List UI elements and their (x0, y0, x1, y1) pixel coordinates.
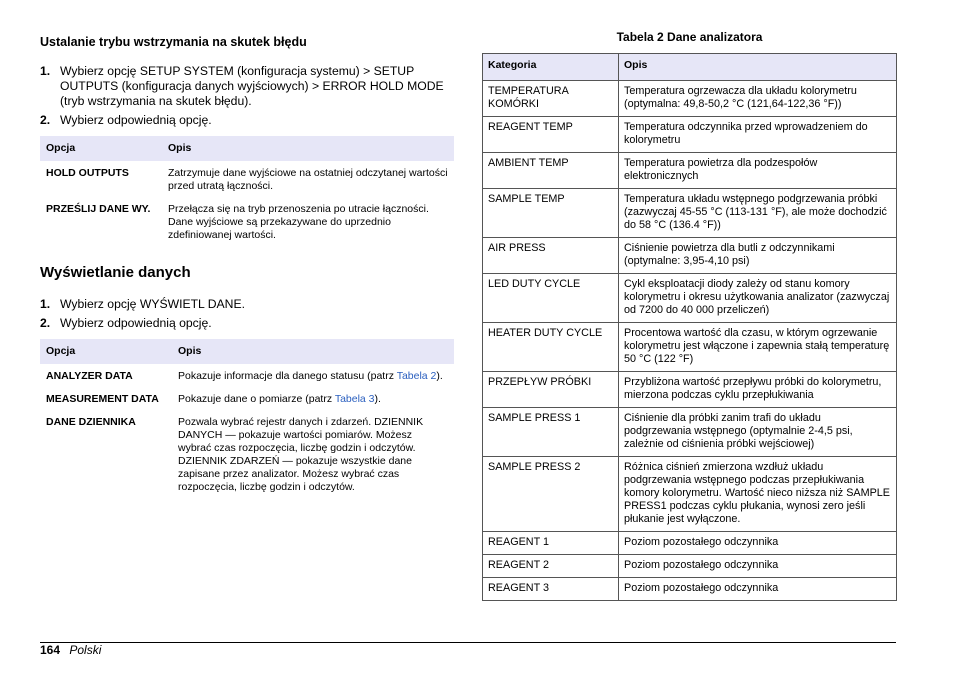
column-header-category: Kategoria (483, 54, 619, 81)
table-row (483, 555, 897, 578)
table-row (483, 117, 897, 153)
category-cell: REAGENT 3 (483, 578, 619, 601)
option-name: ANALYZER DATA (46, 370, 133, 382)
step-item: 2. Wybierz odpowiednią opcję. (40, 113, 212, 127)
section-title-error-hold: Ustalanie trybu wstrzymania na skutek błędu (40, 35, 307, 49)
table-row (483, 323, 897, 372)
table-row (483, 532, 897, 555)
page-number: 164 (40, 643, 61, 657)
table-caption: Tabela 2 Dane analizatora (616, 30, 763, 44)
category-cell: SAMPLE TEMP (483, 189, 619, 238)
description-cell: Temperatura odczynnika przed wprowadzeniem do kolorymetru (619, 117, 897, 153)
option-description: Pokazuje dane o pomiarze (patrz Tabela 3). (178, 393, 381, 405)
description-cell: Temperatura układu wstępnego podgrzewania próbki (zazwyczaj 45-55 °C (113-131 °F), ale może dochodzić do 58 °C (136.4 °F)) (619, 189, 897, 238)
description-cell: Przybliżona wartość przepływu próbki do kolorymetru, mierzona podczas cyklu przepłukiwania (619, 372, 897, 408)
column-header-description: Opis (162, 136, 454, 161)
step-item: 2. Wybierz odpowiednią opcję. (40, 316, 212, 330)
column-header-option: Opcja (40, 136, 162, 161)
right-column (482, 30, 897, 601)
category-cell: HEATER DUTY CYCLE (483, 323, 619, 372)
table-row (483, 153, 897, 189)
link-tabela-2[interactable]: Tabela 2 (396, 370, 437, 382)
column-header-description: Opis (619, 54, 897, 81)
options-table-error-hold (40, 136, 454, 246)
step-item: 1. Wybierz opcję SETUP SYSTEM (konfiguracja systemu) > SETUP OUTPUTS (konfiguracja danych wyjściowych) > ERROR HOLD MODE (tryb wstrzymania na skutek błędu). (40, 64, 444, 108)
option-name: PRZEŚLIJ DANE WY. (46, 203, 151, 215)
table-row (483, 372, 897, 408)
option-description: Pozwala wybrać rejestr danych i zdarzeń. DZIENNIK DANYCH — pokazuje wartości pomiarów. Możesz wybrać czas rozpoczęcia, liczbę godzin i odczytów. DZIENNIK ZDARZEŃ — pokazuje wszystkie dane zapisane przez analizator. Możesz wybrać czas rozpoczęcia, liczbę godzin i odczytów. (178, 416, 424, 493)
table-row (40, 410, 454, 498)
footer-language: Polski (69, 643, 102, 657)
category-cell: AIR PRESS (483, 238, 619, 274)
steps-display-data (40, 297, 454, 331)
option-name: DANE DZIENNIKA (46, 416, 136, 428)
category-cell: REAGENT 2 (483, 555, 619, 578)
description-cell: Cykl eksploatacji diody zależy od stanu komory kolorymetru i okresu użytkowania analizator (zazwyczaj od 7200 do 40 000 przeliczeń) (619, 274, 897, 323)
column-header-description: Opis (172, 339, 454, 364)
steps-error-hold (40, 64, 454, 128)
table-row (483, 408, 897, 457)
category-cell: AMBIENT TEMP (483, 153, 619, 189)
option-description: Zatrzymuje dane wyjściowe na ostatniej odczytanej wartości przed utratą łączności. (168, 167, 448, 192)
description-cell: Różnica ciśnień zmierzona wzdłuż układu podgrzewania wstępnego podczas przepłukiwania komory kolorymetru. Wartość nieco niższa niż SAMPLE PRESS1 podczas cyklu płukania, wynosi zero jeśli płukanie jest wyłączone. (619, 457, 897, 532)
description-cell: Poziom pozostałego odczynnika (619, 532, 897, 555)
description-cell: Poziom pozostałego odczynnika (619, 555, 897, 578)
table-row (483, 81, 897, 117)
description-cell: Procentowa wartość dla czasu, w którym ogrzewanie kolorymetru jest włączone i zapewnia stałą temperaturę 50 °C (122 °F) (619, 323, 897, 372)
column-header-option: Opcja (40, 339, 172, 364)
category-cell: PRZEPŁYW PRÓBKI (483, 372, 619, 408)
footer-divider (40, 642, 896, 643)
description-cell: Poziom pozostałego odczynnika (619, 578, 897, 601)
link-tabela-3[interactable]: Tabela 3 (334, 393, 375, 405)
table-row (483, 274, 897, 323)
description-cell: Ciśnienie dla próbki zanim trafi do układu podgrzewania wstępnego (optymalnie 2-4,5 psi, zależnie od ciśnienia próbki wejściowej) (619, 408, 897, 457)
table-row (40, 197, 454, 246)
table-row (483, 578, 897, 601)
description-cell: Temperatura ogrzewacza dla układu kolorymetru (optymalna: 49,8-50,2 °C (121,64-122,36 °F)) (619, 81, 897, 117)
left-column (40, 30, 454, 498)
step-item: 1. Wybierz opcję WYŚWIETL DANE. (40, 297, 245, 311)
description-cell: Ciśnienie powietrza dla butli z odczynnikami (optymalne: 3,95-4,10 psi) (619, 238, 897, 274)
description-cell: Temperatura powietrza dla podzespołów elektronicznych (619, 153, 897, 189)
table-row (40, 364, 454, 387)
category-cell: REAGENT 1 (483, 532, 619, 555)
table-row (40, 161, 454, 197)
option-name: MEASUREMENT DATA (46, 393, 159, 405)
table-row (483, 457, 897, 532)
analyzer-data-table (482, 53, 897, 601)
page-footer (40, 643, 101, 657)
option-description: Przełącza się na tryb przenoszenia po utracie łączności. Dane wyjściowe są przekazywane do uprzednio zdefiniowanej wartości. (168, 203, 429, 241)
table-row (483, 238, 897, 274)
option-name: HOLD OUTPUTS (46, 167, 129, 179)
analyzer-data-rows (483, 81, 897, 601)
table-row (483, 189, 897, 238)
category-cell: LED DUTY CYCLE (483, 274, 619, 323)
category-cell: SAMPLE PRESS 2 (483, 457, 619, 532)
category-cell: TEMPERATURA KOMÓRKI (483, 81, 619, 117)
table-row (40, 387, 454, 410)
category-cell: REAGENT TEMP (483, 117, 619, 153)
options-table-display-data (40, 339, 454, 498)
category-cell: SAMPLE PRESS 1 (483, 408, 619, 457)
option-description: Pokazuje informacje dla danego statusu (patrz Tabela 2). (178, 370, 443, 382)
section-title-display-data: Wyświetlanie danych (40, 264, 191, 281)
